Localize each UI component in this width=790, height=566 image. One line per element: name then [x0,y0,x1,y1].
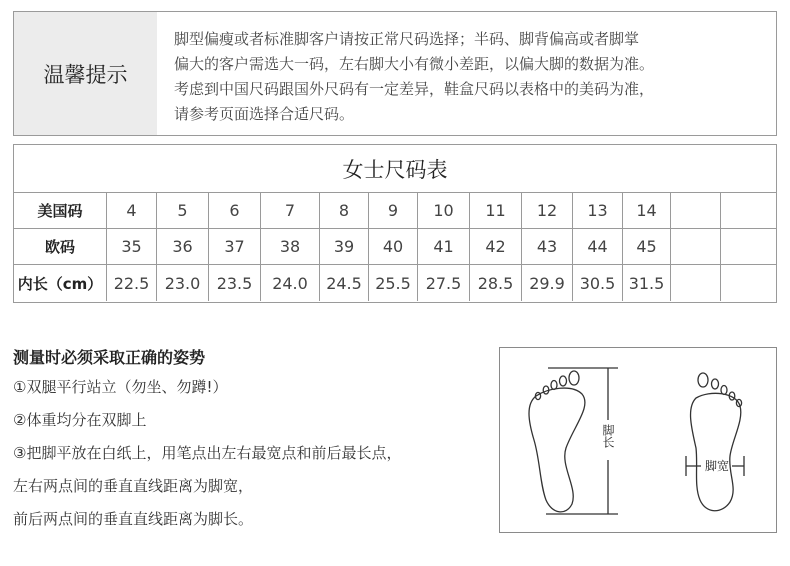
size-cell: 44 [573,229,623,264]
measure-step: 前后两点间的垂直直线距离为脚长。 [13,510,254,528]
tip-label: 温馨提示 [14,12,157,135]
size-cell: 40 [369,229,418,264]
size-cell [721,193,776,228]
foot-length-illustration [529,371,585,512]
size-cell [721,229,776,264]
size-cell [721,265,776,301]
size-cell [671,265,721,301]
size-cell: 13 [573,193,623,228]
size-cell [671,229,721,264]
foot-width-illustration [691,373,742,511]
measure-step: ②体重均分在双脚上 [13,411,147,429]
foot-length-label: 脚长 [601,424,615,448]
measure-step: ①双腿平行站立（勿坐、勿蹲!） [13,378,228,396]
size-cell: 28.5 [470,265,522,301]
size-cell: 8 [320,193,369,228]
size-cell: 23.0 [157,265,209,301]
size-cell: 22.5 [107,265,157,301]
measure-step: ③把脚平放在白纸上，用笔点出左右最宽点和前后最长点， [13,444,402,462]
size-cell: 36 [157,229,209,264]
size-cell: 25.5 [369,265,418,301]
size-row [14,265,776,301]
size-cell: 4 [107,193,157,228]
tip-line: 请参考页面选择合适尺码。 [174,105,355,123]
size-cell [671,193,721,228]
size-cell: 42 [470,229,522,264]
size-cell: 24.0 [261,265,320,301]
size-cell: 10 [418,193,470,228]
feet-diagram [499,347,777,533]
measure-title: 测量时必须采取正确的姿势 [13,348,206,367]
size-cell: 5 [157,193,209,228]
size-cell: 27.5 [418,265,470,301]
size-row-label: 美国码 [14,193,107,228]
size-cell: 37 [209,229,261,264]
size-cell: 9 [369,193,418,228]
tip-line: 脚型偏瘦或者标准脚客户请按正常尺码选择；半码、脚背偏高或者脚掌 [174,30,640,48]
measure-step: 左右两点间的垂直直线距离为脚宽， [13,477,254,495]
size-cell: 11 [470,193,522,228]
tip-line: 偏大的客户需选大一码，左右脚大小有微小差距，以偏大脚的数据为准。 [174,55,655,73]
tip-line: 考虑到中国尺码跟国外尺码有一定差异，鞋盒尺码以表格中的美码为准， [174,80,655,98]
foot-width-label: 脚宽 [704,459,730,473]
size-cell: 30.5 [573,265,623,301]
size-cell: 7 [261,193,320,228]
size-cell: 12 [522,193,573,228]
size-cell: 43 [522,229,573,264]
tip-text [174,27,769,127]
size-cell: 38 [261,229,320,264]
size-cell: 14 [623,193,671,228]
size-cell: 35 [107,229,157,264]
size-table [13,144,777,303]
size-row-label: 内长（cm） [14,265,107,301]
size-cell: 23.5 [209,265,261,301]
feet-diagram-svg [500,348,776,532]
size-row [14,229,776,265]
tip-box [13,11,777,136]
size-row-label: 欧码 [14,229,107,264]
size-cell: 45 [623,229,671,264]
size-row [14,193,776,229]
size-cell: 24.5 [320,265,369,301]
size-cell: 31.5 [623,265,671,301]
size-cell: 39 [320,229,369,264]
size-cell: 29.9 [522,265,573,301]
size-table-title: 女士尺码表 [14,145,776,193]
size-cell: 6 [209,193,261,228]
size-cell: 41 [418,229,470,264]
